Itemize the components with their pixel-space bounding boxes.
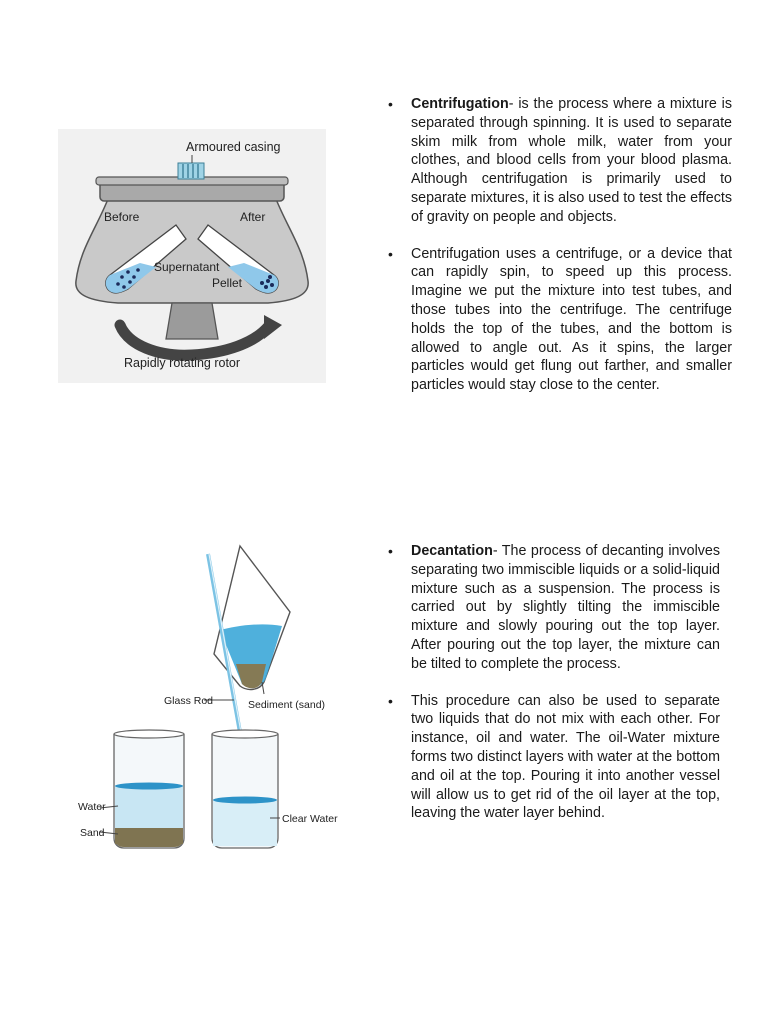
pouring-beaker	[214, 546, 290, 689]
decantation-diagram	[72, 542, 342, 854]
bullet-icon: •	[388, 245, 393, 262]
term-centrifugation: Centrifugation	[411, 96, 509, 112]
list-item	[384, 245, 732, 395]
list-item	[384, 692, 720, 824]
bullet-icon: •	[388, 543, 393, 559]
armoured-casing-grill	[178, 163, 204, 179]
list-item	[384, 95, 732, 227]
bullet-icon: •	[388, 692, 393, 709]
label-water: Water	[78, 801, 106, 813]
label-glass-rod: Glass Rod	[164, 695, 214, 707]
label-after: After	[240, 210, 266, 224]
term-decantation: Decantation	[411, 543, 493, 559]
paragraph-text: - The process of decanting involves separating two immiscible liquids or a solid-liquid mixture such as a suspension. The process is carried out by slightly tilting the immiscible mixture and slowly pouring out the top layer. After pouring out the top layer, the mixture can be tilted to complete the process.	[411, 543, 720, 672]
right-beaker	[212, 730, 278, 848]
list-item	[384, 542, 720, 674]
decantation-text	[384, 542, 720, 841]
label-sediment: Sediment (sand)	[248, 699, 326, 711]
bullet-icon: •	[388, 96, 393, 112]
rotor-base	[166, 303, 218, 339]
centrifuge-diagram	[58, 129, 326, 383]
label-sand: Sand	[80, 827, 105, 839]
paragraph-text: - is the process where a mixture is separated through spinning. It is used to separate skim milk from whole milk, water from your clothes, and blood cells from your blood plasma. Although centrifugation is primarily used to separate mixtures, it is also used to test the effects of gravity on people and objects.	[411, 96, 732, 225]
label-before: Before	[104, 210, 140, 224]
label-rotor: Rapidly rotating rotor	[124, 356, 241, 370]
paragraph-text: Centrifugation uses a centrifuge, or a device that can rapidly spin, to speed up this process. Imagine we put the mixture into test tubes, and those tubes into the centrifuge. The centrifuge holds the top of the tubes, and the bottom is allowed to angle out. As it spins, the larger particles would get flung out farther, and smaller particles would stay close to the center.	[411, 245, 732, 394]
paragraph-text: This procedure can also be used to separate two liquids that do not mix with each other. For instance, oil and water. The oil-Water mixture forms two distinct layers with water at the bottom and oil at the top. Pouring it into another vessel will allow us to get rid of the oil layer at the top, leaving the water layer behind.	[411, 692, 720, 822]
label-pellet: Pellet	[212, 276, 243, 290]
label-armoured-casing: Armoured casing	[186, 140, 281, 154]
label-supernatant: Supernatant	[154, 260, 220, 274]
centrifugation-text	[384, 95, 732, 413]
left-beaker	[114, 730, 184, 848]
label-clear-water: Clear Water	[282, 813, 338, 825]
